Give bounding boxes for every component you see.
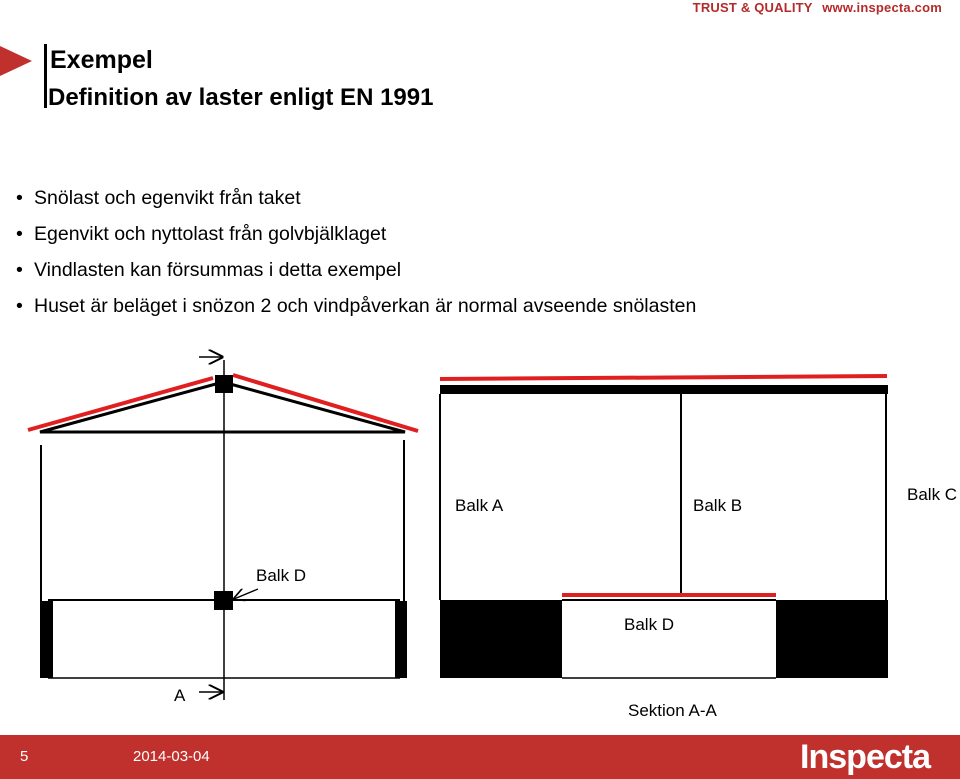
slide-title: Exempel (50, 46, 153, 74)
label-balk-b: Balk B (693, 496, 743, 515)
ridge-beam (215, 375, 233, 393)
snow-load-left (28, 378, 213, 430)
bullet-list (12, 180, 696, 324)
section-a-a (440, 376, 957, 720)
slide-subtitle: Definition av laster enligt EN 1991 (48, 84, 434, 111)
foundation-left (41, 601, 53, 678)
foundation-block-right (776, 600, 888, 678)
structure-diagram (0, 340, 960, 735)
snow-load-right (233, 375, 418, 431)
title-accent-bar (44, 44, 47, 108)
label-balk-d-left: Balk D (256, 566, 307, 585)
brand-url: www.inspecta.com (822, 0, 942, 15)
bullet-item: • Huset är beläget i snözon 2 och vindpåverkan är normal avseende snölasten (12, 288, 696, 324)
foundation-block-left (440, 600, 562, 678)
foundation-right (395, 601, 407, 678)
footer-bar (0, 735, 960, 779)
gable-section (28, 357, 418, 705)
footer-date: 2014-03-04 (133, 748, 210, 765)
brand-header (693, 0, 942, 15)
inspecta-logo: Inspecta (800, 738, 930, 776)
bullet-item: • Vindlasten kan försummas i detta exempel (12, 252, 696, 288)
bullet-item: • Snölast och egenvikt från taket (12, 180, 696, 216)
brand-tagline: TRUST & QUALITY (692, 0, 813, 15)
label-balk-c: Balk C (907, 485, 958, 504)
roof-slab (440, 385, 888, 394)
label-balk-a: Balk A (455, 496, 504, 515)
label-section-marker: A (174, 686, 186, 705)
balk-d-pointer (234, 589, 258, 599)
snow-load-roof (440, 376, 887, 379)
title-arrow-icon (0, 44, 40, 78)
label-section-title: Sektion A-A (628, 701, 717, 720)
bullet-item: • Egenvikt och nyttolast från golvbjälklaget (12, 216, 696, 252)
label-balk-d-right: Balk D (624, 615, 675, 634)
page-number: 5 (20, 748, 29, 765)
